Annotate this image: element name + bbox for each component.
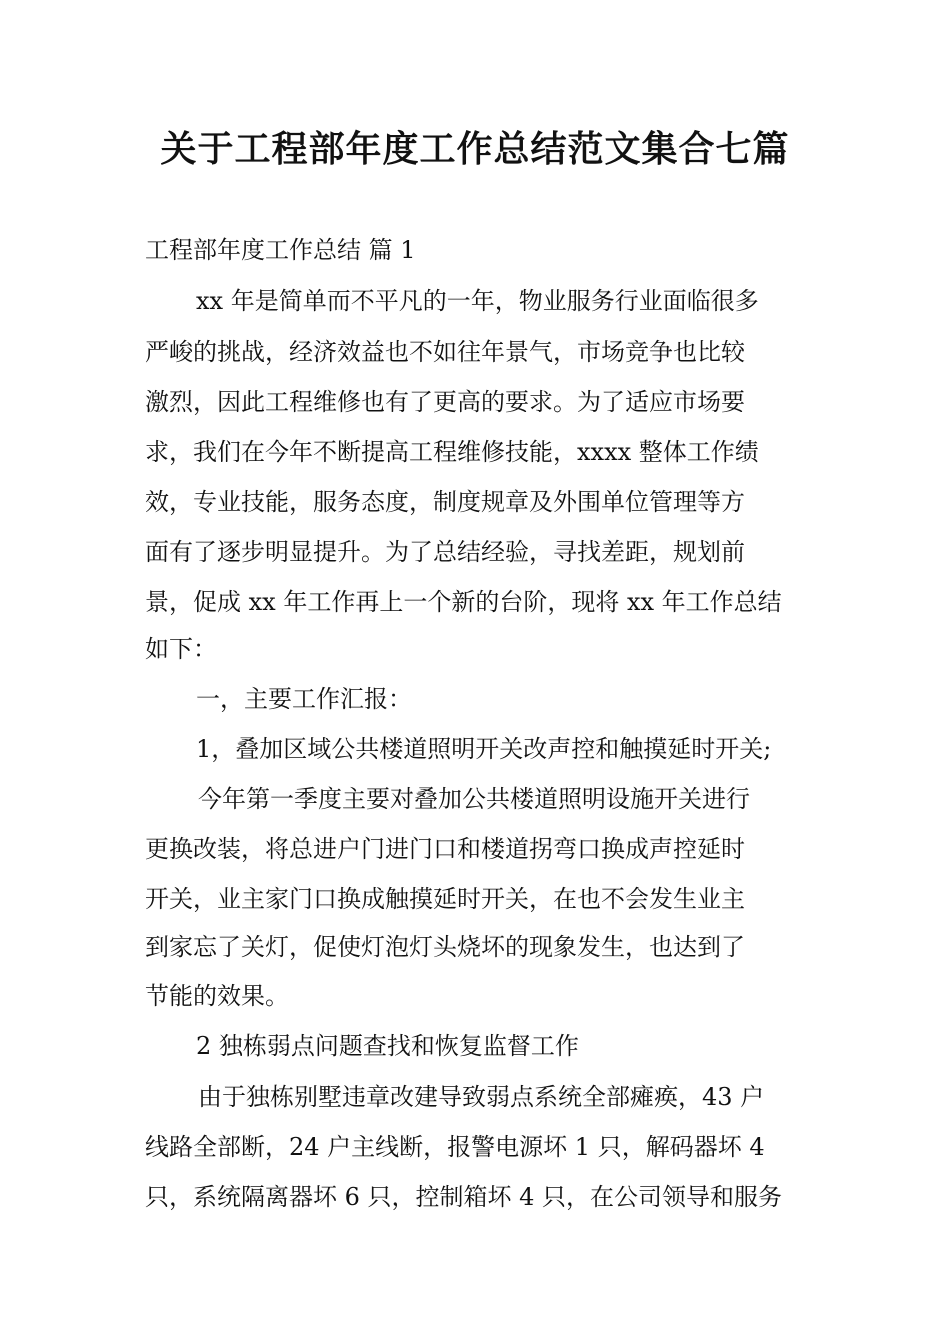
paragraph-line: 线路全部断，24 户主线断，报警电源坏 1 只，解码器坏 4 <box>145 1133 765 1161</box>
section-heading: 工程部年度工作总结 篇 1 <box>145 236 416 264</box>
paragraph-line: 严峻的挑战，经济效益也不如往年景气，市场竞争也比较 <box>145 338 745 366</box>
paragraph-line: 面有了逐步明显提升。为了总结经验，寻找差距，规划前 <box>145 538 745 566</box>
paragraph-line: xx 年是简单而不平凡的一年，物业服务行业面临很多 <box>196 287 759 315</box>
item-heading: 1，叠加区域公共楼道照明开关改声控和触摸延时开关; <box>196 735 772 763</box>
paragraph-line: 只，系统隔离器坏 6 只，控制箱坏 4 只，在公司领导和服务 <box>145 1183 783 1211</box>
paragraph-line: 开关，业主家门口换成触摸延时开关，在也不会发生业主 <box>145 885 745 913</box>
paragraph-line: 求，我们在今年不断提高工程维修技能，xxxx 整体工作绩 <box>145 438 759 466</box>
item-heading: 2 独栋弱点问题查找和恢复监督工作 <box>196 1032 579 1060</box>
paragraph-line: 由于独栋别墅违章改建导致弱点系统全部瘫痪，43 户 <box>198 1083 765 1111</box>
paragraph-line: 更换改装，将总进户门进门口和楼道拐弯口换成声控延时 <box>145 835 745 863</box>
paragraph-line: 到家忘了关灯，促使灯泡灯头烧坏的现象发生，也达到了 <box>145 933 745 961</box>
document-title: 关于工程部年度工作总结范文集合七篇 <box>160 129 790 170</box>
paragraph-line: 效，专业技能，服务态度，制度规章及外围单位管理等方 <box>145 488 745 516</box>
subsection-heading: 一，主要工作汇报： <box>196 685 412 713</box>
paragraph-line: 如下： <box>145 635 217 663</box>
paragraph-line: 今年第一季度主要对叠加公共楼道照明设施开关进行 <box>198 785 750 813</box>
paragraph-line: 景，促成 xx 年工作再上一个新的台阶，现将 xx 年工作总结 <box>145 588 782 616</box>
paragraph-line: 节能的效果。 <box>145 982 289 1010</box>
paragraph-line: 激烈，因此工程维修也有了更高的要求。为了适应市场要 <box>145 388 745 416</box>
